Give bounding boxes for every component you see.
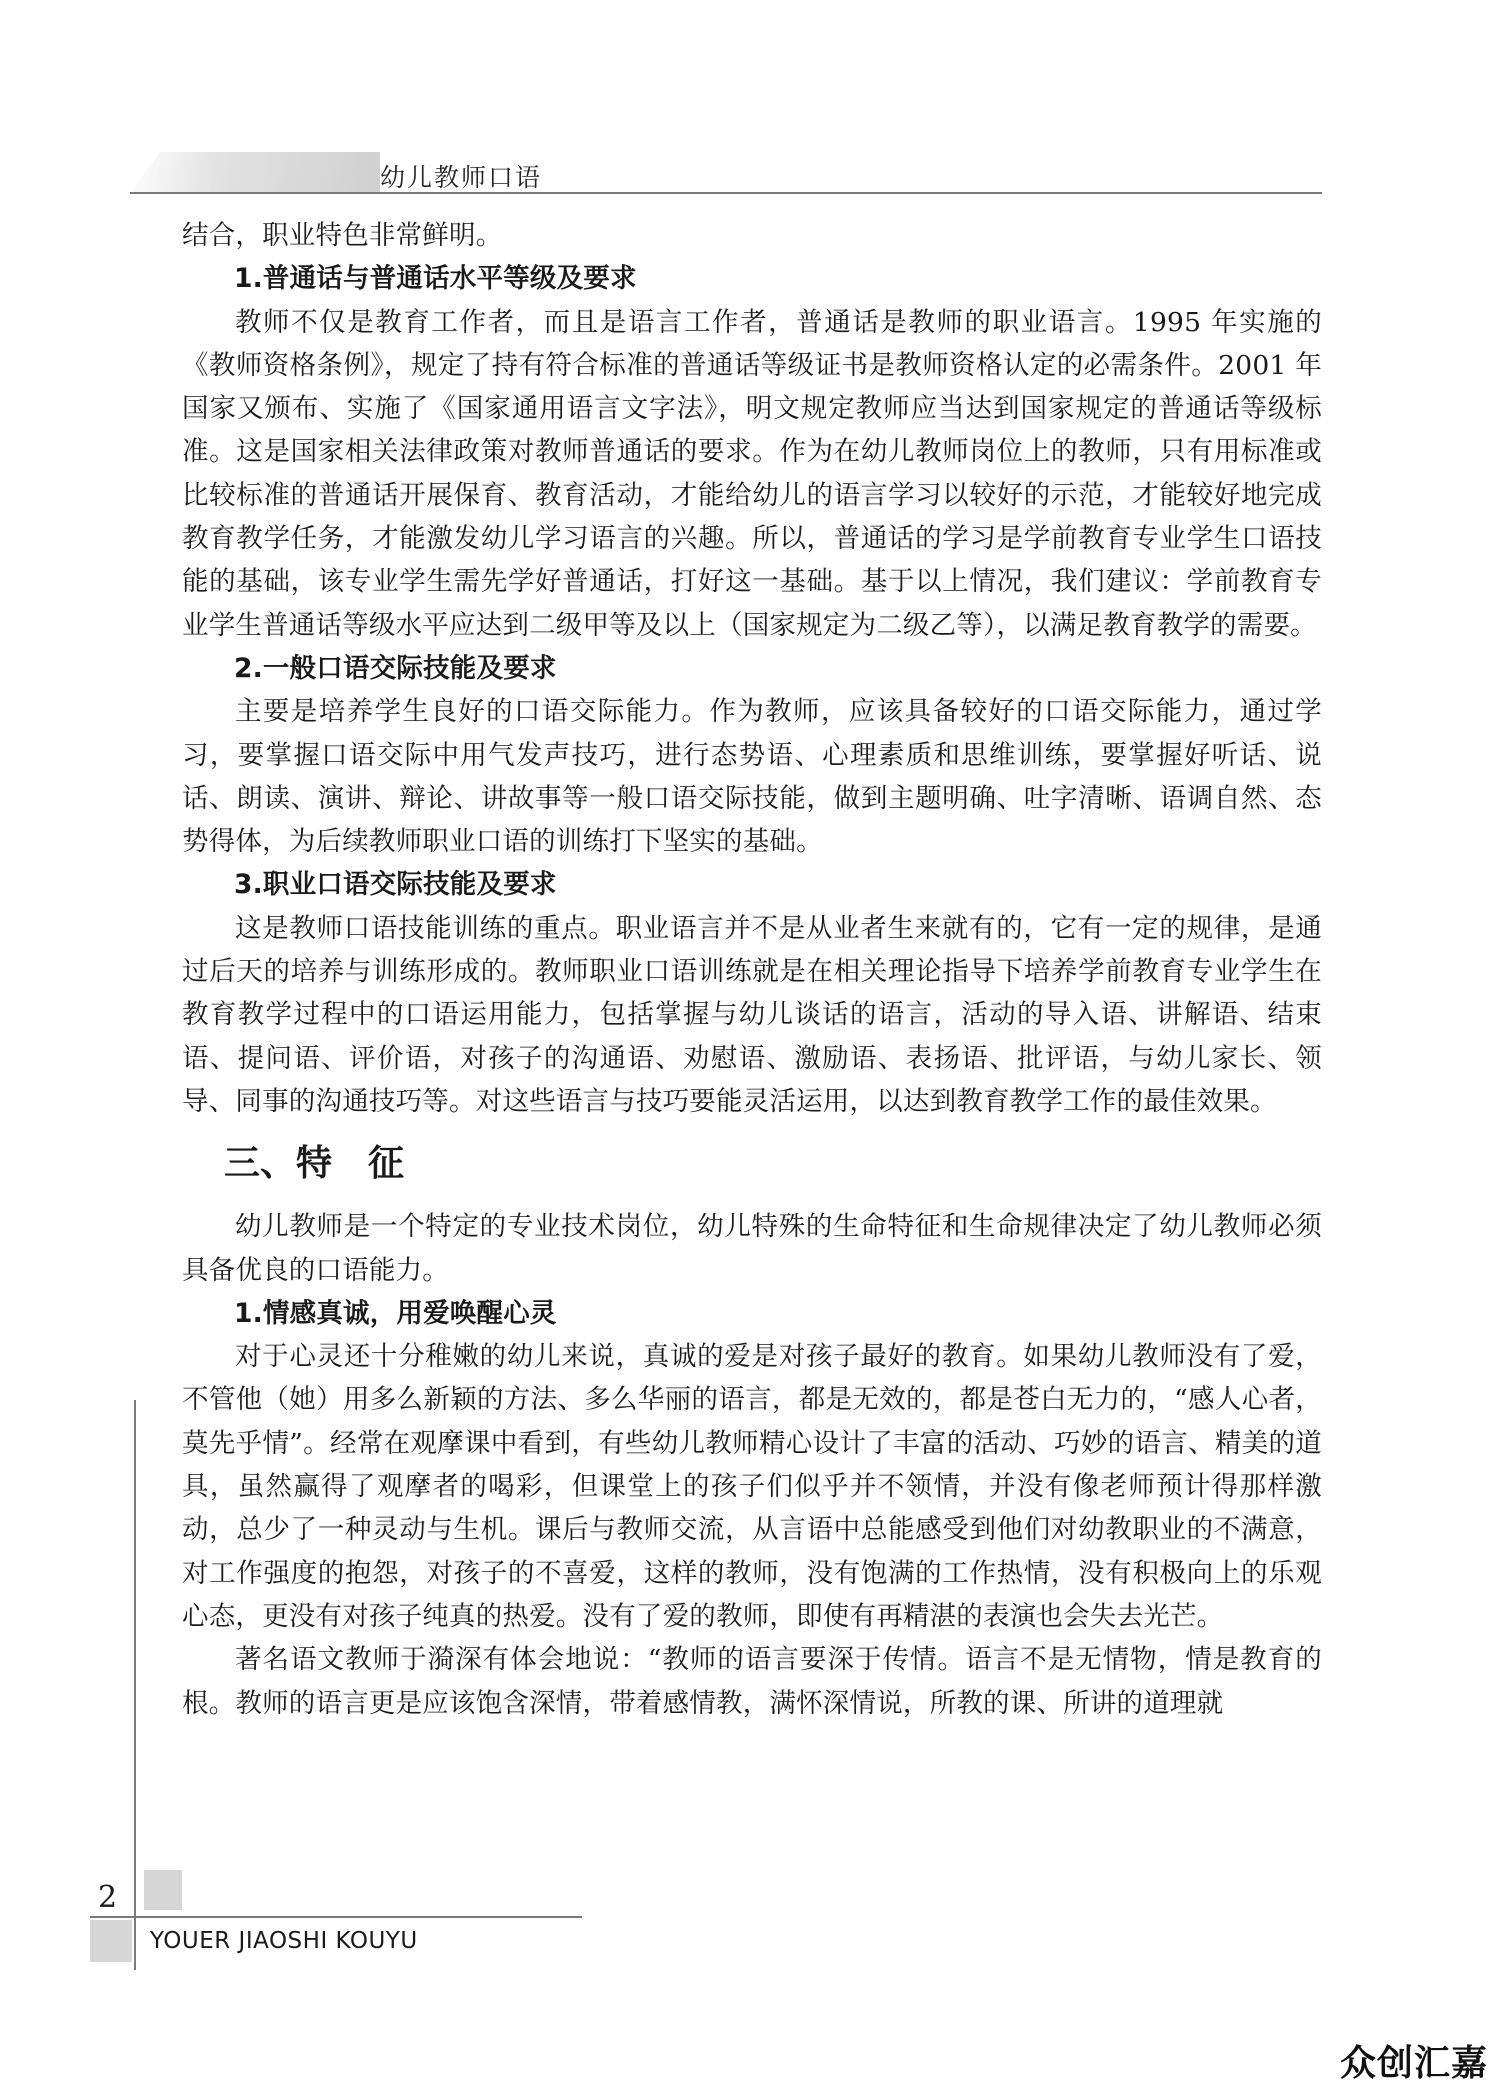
header-rule [130,192,1322,194]
subheading-sincere-emotion: 1.情感真诚，用爱唤醒心灵 [234,1297,557,1329]
subheading-general-oral: 2.一般口语交际技能及要求 [234,652,557,684]
paragraph-general-oral: 主要是培养学生良好的口语交际能力。作为教师，应该具备较好的口语交际能力，通过学习，要掌握口语交际中用气发声技巧，进行态势语、心理素质和思维训练，要掌握好听话、说话、朗读、演讲、辩论、讲故事等一般口语交际技能，做到主题明确、吐字清晰、语调自然、态势得体，为后续教师职业口语的训练打下坚实的基础。 [182,696,1322,858]
section-heading-features: 三、特 征 [224,1143,405,1185]
paragraph-continued: 结合，职业特色非常鲜明。 [182,220,503,251]
paragraph-features-intro: 幼儿教师是一个特定的专业技术岗位，幼儿特殊的生命特征和生命规律决定了幼儿教师必须具备优良的口语能力。 [182,1211,1322,1286]
paragraph-professional-oral: 这是教师口语技能训练的重点。职业语言并不是从业者生来就有的，它有一定的规律，是通过后天的培养与训练形成的。教师职业口语训练就是在相关理论指导下培养学前教育专业学生在教育教学过程中的口语运用能力，包括掌握与幼儿谈话的语言，活动的导入语、讲解语、结束语、提问语、评价语，对孩子的沟通语、劝慰语、激励语、表扬语、批评语，与幼儿家长、领导、同事的沟通技巧等。对这些语言与技巧要能灵活运用，以达到教育教学工作的最佳效果。 [182,912,1322,1117]
paragraph-putonghua: 教师不仅是教育工作者，而且是语言工作者，普通话是教师的职业语言。1995 年实施的《教师资格条例》，规定了持有符合标准的普通话等级证书是教师资格认定的必需条件。2001 年国家又颁布、实施了《国家通用语言文字法》，明文规定教师应当达到国家规定的普通话等级标准。这是国家相关法律政策对教师普通话的要求。作为在幼儿教师岗位上的教师，只有用标准或比较标准的普通话开展保育、教育活动，才能给幼儿的语言学习以较好的示范，才能较好地完成教育教学任务，才能激发幼儿学习语言的兴趣。所以，普通话的学习是学前教育专业学生口语技能的基础，该专业学生需先学好普通话，打好这一基础。基于以上情况，我们建议：学前教育专业学生普通话等级水平应达到二级甲等及以上（国家规定为二级乙等），以满足教育教学的需要。 [182,306,1322,641]
footer-rule [90,1916,582,1918]
page-number: 2 [98,1880,118,1915]
running-header-title: 幼儿教师口语 [380,163,543,192]
paragraph-quote: 著名语文教师于漪深有体会地说：“教师的语言要深于传情。语言不是无情物，情是教育的根。教师的语言更是应该饱含深情，带着感情教，满怀深情说，所教的课、所讲的道理就 [182,1644,1322,1719]
footer-running-title: YOUER JIAOSHI KOUYU [150,1928,418,1954]
page-body [182,214,1322,1725]
paragraph-sincere-emotion: 对于心灵还十分稚嫩的幼儿来说，真诚的爱是对孩子最好的教育。如果幼儿教师没有了爱，不管他（她）用多么新颖的方法、多么华丽的语言，都是无效的，都是苍白无力的，“感人心者，莫先乎情”。经常在观摩课中看到，有些幼儿教师精心设计了丰富的活动、巧妙的语言、精美的道具，虽然赢得了观摩者的喝彩，但课堂上的孩子们似乎并不领情，并没有像老师预计得那样激动，总少了一种灵动与生机。课后与教师交流，从言语中总能感受到他们对幼教职业的不满意，对工作强度的抱怨，对孩子的不喜爱，这样的教师，没有饱满的工作热情，没有积极向上的乐观心态，更没有对孩子纯真的热爱。没有了爱的教师，即使有再精湛的表演也会失去光芒。 [182,1341,1322,1632]
header-decoration [130,152,380,192]
footer-gray-box-lower [90,1920,132,1962]
subheading-professional-oral: 3.职业口语交际技能及要求 [234,869,557,901]
subheading-putonghua: 1.普通话与普通话水平等级及要求 [234,263,637,295]
footer-vertical-rule [134,1400,136,1970]
footer-gray-box [144,1870,182,1910]
watermark-logo: 众创汇嘉 [1339,2043,1488,2084]
